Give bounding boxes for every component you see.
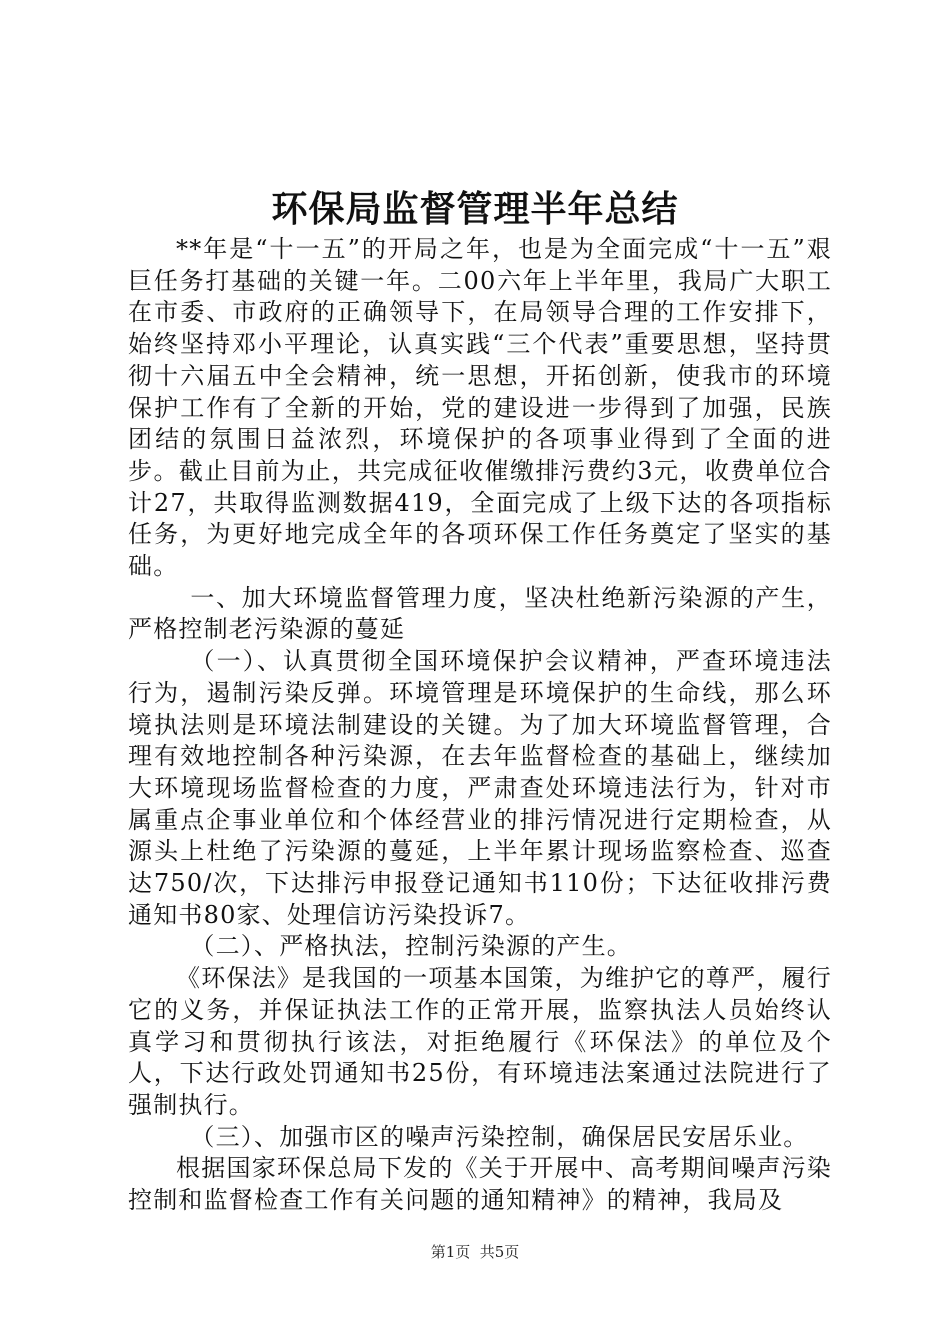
page-number-footer: 第1页 共5页	[430, 1243, 520, 1261]
document-body	[128, 234, 832, 1217]
subsection-3-heading: （三）、加强市区的噪声污染控制，确保居民安居乐业。	[190, 1122, 809, 1151]
document-title: 环保局监督管理半年总结	[271, 188, 679, 230]
subsection-2-paragraph: 《环保法》是我国的一项基本国策，为维护它的尊严，履行它的义务，并保证执法工作的正常开展，监察执法人员始终认真学习和贯彻执行该法，对拒绝履行《环保法》的单位及个人，下达行政处罚通知书25份，有环境违法案通过法院进行了强制执行。	[128, 964, 832, 1119]
subsection-1-paragraph: （一）、认真贯彻全国环境保护会议精神，严查环境违法行为，遏制污染反弹。环境管理是环境保护的生命线，那么环境执法则是环境法制建设的关键。为了加大环境监督管理，合理有效地控制各种污染源，在去年监督检查的基础上，继续加大环境现场监督检查的力度，严肃查处环境违法行为，针对市属重点企事业单位和个体经营业的排污情况进行定期检查，从源头上杜绝了污染源的蔓延，上半年累计现场监察检查、巡查达750/次，下达排污申报登记通知书110份；下达征收排污费通知书80家、处理信访污染投诉7。	[128, 647, 832, 929]
intro-paragraph: **年是“十一五”的开局之年，也是为全面完成“十一五”艰巨任务打基础的关键一年。二00六年上半年里，我局广大职工在市委、市政府的正确领导下，在局领导合理的工作安排下，始终坚持邓小平理论，认真实践“三个代表”重要思想，坚持贯彻十六届五中全会精神，统一思想，开拓创新，使我市的环境保护工作有了全新的开始，党的建设进一步得到了加强，民族团结的氛围日益浓烈，环境保护的各项事业得到了全面的进步。截止目前为止，共完成征收催缴排污费约3元，收费单位合计27，共取得监测数据419，全面完成了上级下达的各项指标任务，为更好地完成全年的各项环保工作任务奠定了坚实的基础。	[128, 235, 832, 581]
subsection-2-heading: （二）、严格执法，控制污染源的产生。	[190, 932, 632, 961]
subsection-3-paragraph: 根据国家环保总局下发的《关于开展中、高考期间噪声污染控制和监督检查工作有关问题的通知精神》的精神，我局及	[128, 1154, 832, 1215]
section-heading-1: 一、加大环境监督管理力度，坚决杜绝新污染源的产生，严格控制老污染源的蔓延	[128, 583, 832, 644]
